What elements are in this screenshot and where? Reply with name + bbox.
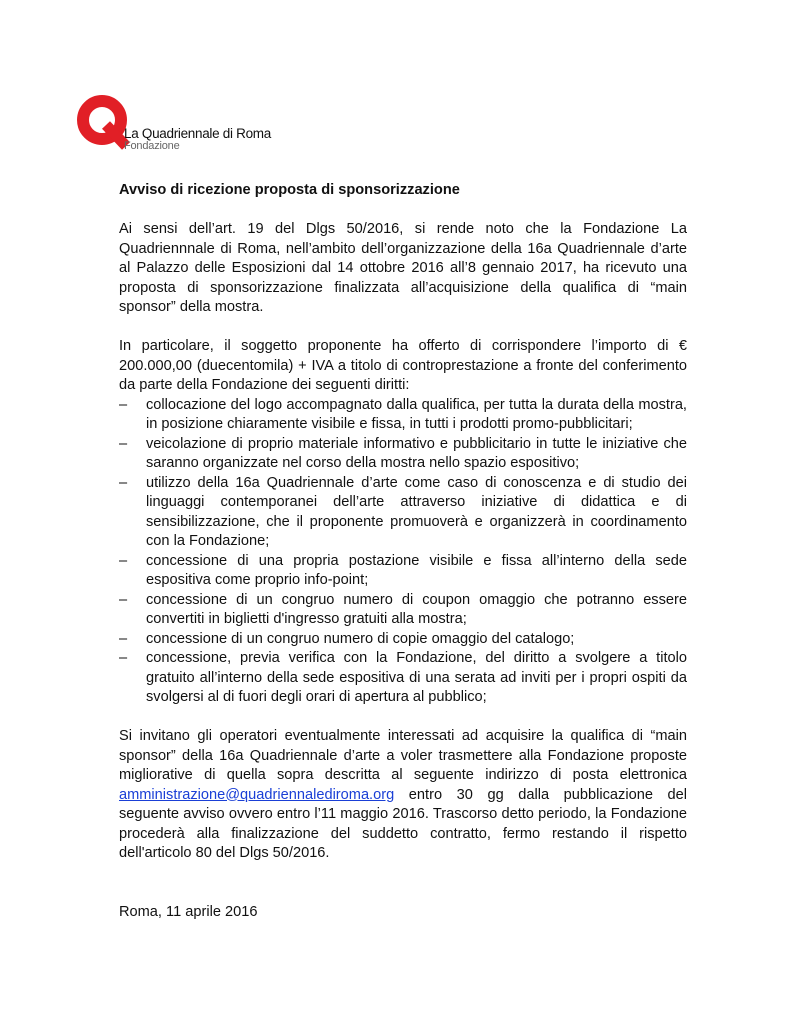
- foundation-logo: [76, 94, 271, 164]
- list-item-text: collocazione del logo accompagnato dalla qualifica, per tutta la durata della mostra, in posizione chiaramente visibile e fissa, in tutti i prodotti promo-pubblicitari;: [146, 396, 687, 432]
- invitation-paragraph: [119, 727, 687, 864]
- intro-paragraph: Ai sensi dell’art. 19 del Dlgs 50/2016, si rende noto che la Fondazione La Quadriennnale di Roma, nell’ambito dell’organizzazione della 16a Quadriennale d’arte al Palazzo delle Esposizioni dal 14 ottobre 2016 all’8 gennaio 2017, ha ricevuto una proposta di sponsorizzazione finalizzata all’acquisizione della qualifica di “main sponsor” della mostra.: [119, 221, 687, 315]
- dash-bullet: –: [119, 435, 128, 452]
- invitation-text-end: entro 30 gg dalla pubblicazione del seguente avviso ovvero entro l’11 maggio 2016. Trascorso detto periodo, la Fondazione procederà alla finalizzazione del suddetto contratto, fermo restando il rispetto dell'articolo 80 del Dlgs 50/2016.: [119, 786, 687, 861]
- dash-bullet: –: [119, 591, 128, 608]
- document-date: Roma, 11 aprile 2016: [119, 903, 258, 920]
- list-item-text: concessione, previa verifica con la Fondazione, del diritto a svolgere a titolo gratuito all’interno della sede espositiva di una serata ad inviti per i propri ospiti da svolgersi al di fuori degli orari di apertura al pubblico;: [146, 650, 687, 705]
- dash-bullet: –: [119, 396, 128, 413]
- list-item: [119, 396, 687, 435]
- list-item: [119, 630, 687, 650]
- list-item: [119, 435, 687, 474]
- document-title: Avviso di ricezione proposta di sponsorizzazione: [119, 182, 460, 198]
- list-item-text: veicolazione di proprio materiale informativo e pubblicitario in tutte le iniziative che saranno organizzate nel corso della mostra nello spazio espositivo;: [146, 435, 687, 471]
- dash-bullet: –: [119, 552, 128, 569]
- invitation-text-start: Si invitano gli operatori eventualmente interessati ad acquisire la qualifica di “main sponsor” della 16a Quadriennale d’arte a voler trasmettere alla Fondazione proposte migliorative di quella sopra descritta al seguente indirizzo di posta elettronica: [119, 728, 687, 783]
- list-item-text: utilizzo della 16a Quadriennale d’arte come caso di conoscenza e di studio dei linguaggi contemporanei dell’arte attraverso iniziative di didattica e di sensibilizzazione, che il proponente promuoverà e organizzerà in coordinamento con la Fondazione;: [146, 474, 687, 549]
- list-item: [119, 552, 687, 591]
- rights-list: [119, 396, 687, 708]
- logo-subtitle: Fondazione: [124, 140, 180, 152]
- list-item: [119, 474, 687, 552]
- document-body: [119, 181, 687, 922]
- list-item-text: concessione di una propria postazione visibile e fissa all’interno della sede espositiva come proprio info-point;: [146, 552, 687, 588]
- dash-bullet: –: [119, 630, 128, 647]
- list-item-text: concessione di un congruo numero di coupon omaggio che potranno essere convertiti in biglietti d'ingresso gratuiti alla mostra;: [146, 591, 687, 627]
- list-item-text: concessione di un congruo numero di copie omaggio del catalogo;: [146, 630, 575, 647]
- list-item: [119, 649, 687, 708]
- email-link[interactable]: amministrazione@quadriennalediroma.org: [119, 786, 395, 803]
- logo-name: La Quadriennale di Roma: [124, 126, 271, 141]
- list-item: [119, 591, 687, 630]
- dash-bullet: –: [119, 474, 128, 491]
- dash-bullet: –: [119, 650, 128, 666]
- offer-paragraph: In particolare, il soggetto proponente ha offerto di corrispondere l’importo di € 200.000,00 (duecentomila) + IVA a titolo di controprestazione a fronte del conferimento da parte della Fondazione dei seguenti diritti:: [119, 338, 687, 393]
